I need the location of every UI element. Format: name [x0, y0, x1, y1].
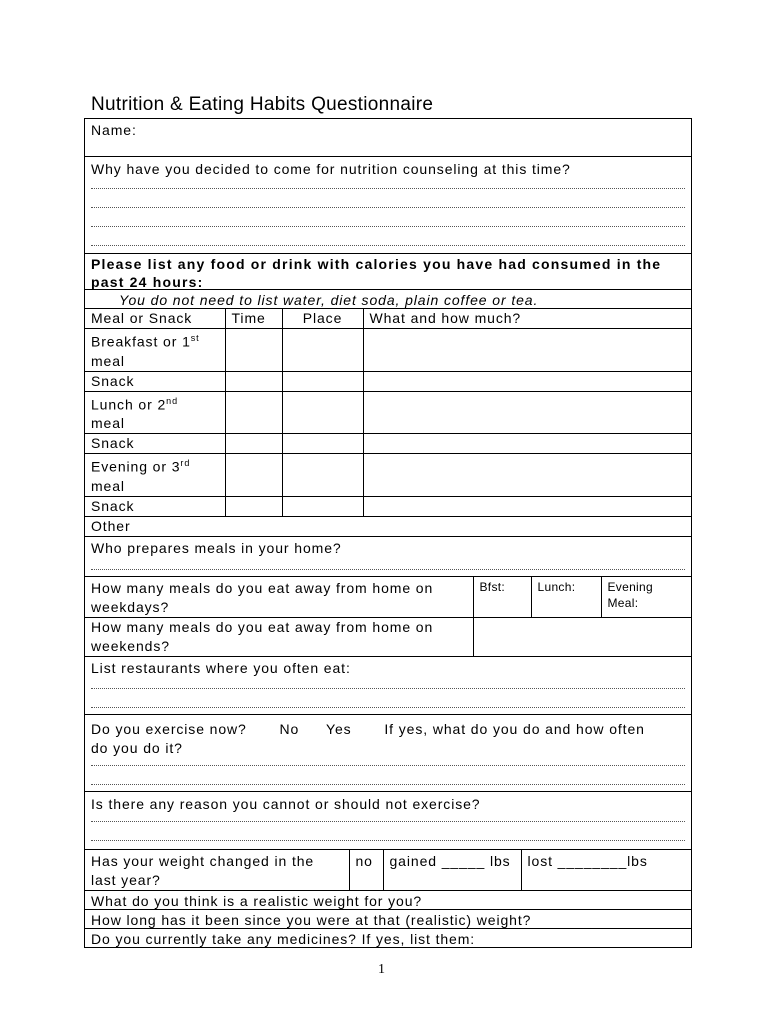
exercise-no-option[interactable]: No	[279, 720, 300, 737]
food-note-section	[85, 289, 691, 308]
questionnaire-form	[84, 118, 692, 948]
exercise-section	[85, 714, 691, 791]
bfst-cell[interactable]: Bfst:	[473, 577, 531, 618]
header-meal: Meal or Snack	[85, 309, 225, 329]
meal-label: Lunch or 2nd meal	[85, 391, 225, 434]
meal-table-section	[85, 308, 691, 536]
table-row	[85, 329, 691, 372]
food-instructions: Please list any food or drink with calories you have had consumed in the past 24 hours:	[91, 256, 662, 290]
meal-label: Snack	[85, 434, 225, 454]
answer-line[interactable]	[91, 765, 685, 766]
table-row	[85, 434, 691, 454]
food-note: You do not need to list water, diet soda, plain coffee or tea.	[119, 292, 539, 308]
how-long-section	[85, 909, 691, 928]
table-row	[85, 496, 691, 516]
place-cell[interactable]	[282, 391, 363, 434]
table-row	[85, 516, 691, 536]
how-long-question: How long has it been since you were at that (realistic) weight?	[91, 911, 532, 928]
realistic-weight-question: What do you think is a realistic weight for you?	[91, 892, 423, 909]
answer-line[interactable]	[91, 784, 685, 785]
answer-line[interactable]	[91, 840, 685, 841]
time-cell[interactable]	[225, 329, 282, 372]
weight-table	[85, 850, 691, 890]
time-cell[interactable]	[225, 454, 282, 497]
answer-line[interactable]	[91, 226, 685, 227]
answer-line[interactable]	[91, 207, 685, 208]
name-label: Name:	[91, 122, 137, 138]
table-row	[85, 371, 691, 391]
time-cell[interactable]	[225, 391, 282, 434]
who-prepares-question: Who prepares meals in your home?	[91, 539, 342, 556]
place-cell[interactable]	[282, 329, 363, 372]
table-row	[85, 391, 691, 434]
weight-gained-field[interactable]: gained _____ lbs	[383, 850, 521, 890]
why-question: Why have you decided to come for nutrition counseling at this time?	[91, 161, 571, 177]
answer-line[interactable]	[91, 245, 685, 246]
medicines-question: Do you currently take any medicines? If yes, list them:	[91, 930, 476, 947]
place-cell[interactable]	[282, 371, 363, 391]
why-section	[85, 156, 691, 253]
answer-line[interactable]	[91, 188, 685, 189]
restaurants-section	[85, 656, 691, 714]
what-cell[interactable]	[363, 329, 691, 372]
answer-line[interactable]	[91, 569, 685, 570]
header-place: Place	[282, 309, 363, 329]
what-cell[interactable]	[363, 454, 691, 497]
cannot-exercise-question: Is there any reason you cannot or should not exercise?	[91, 795, 481, 812]
what-cell[interactable]	[363, 391, 691, 434]
header-what: What and how much?	[363, 309, 691, 329]
name-section	[85, 118, 691, 156]
place-cell[interactable]	[282, 434, 363, 454]
away-section	[85, 576, 691, 656]
table-row	[85, 454, 691, 497]
weekends-answer-cell[interactable]	[473, 617, 691, 656]
away-weekends-question: How many meals do you eat away from home on weekends?	[85, 617, 473, 656]
time-cell[interactable]	[225, 371, 282, 391]
header-time: Time	[225, 309, 282, 329]
who-prepares-section	[85, 536, 691, 576]
weight-section	[85, 849, 691, 890]
exercise-yes-option[interactable]: Yes	[326, 720, 352, 737]
away-weekdays-question: How many meals do you eat away from home on weekdays?	[85, 577, 473, 618]
place-cell[interactable]	[282, 454, 363, 497]
medicines-section	[85, 928, 691, 948]
answer-line[interactable]	[91, 821, 685, 822]
away-table	[85, 577, 691, 656]
meal-label: Evening or 3rd meal	[85, 454, 225, 497]
meal-label: Snack	[85, 371, 225, 391]
page-number: 1	[378, 962, 385, 977]
meal-label: Breakfast or 1st meal	[85, 329, 225, 372]
answer-line[interactable]	[91, 707, 685, 708]
evening-cell[interactable]: Evening Meal:	[601, 577, 691, 618]
exercise-followup: do you do it?	[91, 739, 183, 756]
lunch-cell[interactable]: Lunch:	[531, 577, 601, 618]
food-instructions-section	[85, 253, 691, 289]
time-cell[interactable]	[225, 496, 282, 516]
time-cell[interactable]	[225, 434, 282, 454]
cannot-exercise-section	[85, 791, 691, 849]
what-cell[interactable]	[363, 434, 691, 454]
exercise-question: Do you exercise now? No Yes If yes, what do you do and how often do you do it?	[91, 720, 645, 756]
meal-label: Snack	[85, 496, 225, 516]
what-cell[interactable]	[363, 371, 691, 391]
meal-table	[85, 309, 691, 536]
weight-lost-field[interactable]: lost ________lbs	[521, 850, 691, 890]
weight-no-option[interactable]: no	[349, 850, 383, 890]
meal-table-header	[85, 309, 691, 329]
meal-label: Other	[85, 516, 691, 536]
weight-question: Has your weight changed in the last year?	[85, 850, 349, 890]
realistic-weight-section	[85, 890, 691, 909]
page-title: Nutrition & Eating Habits Questionnaire	[91, 94, 434, 115]
place-cell[interactable]	[282, 496, 363, 516]
restaurants-question: List restaurants where you often eat:	[91, 659, 351, 676]
answer-line[interactable]	[91, 688, 685, 689]
what-cell[interactable]	[363, 496, 691, 516]
